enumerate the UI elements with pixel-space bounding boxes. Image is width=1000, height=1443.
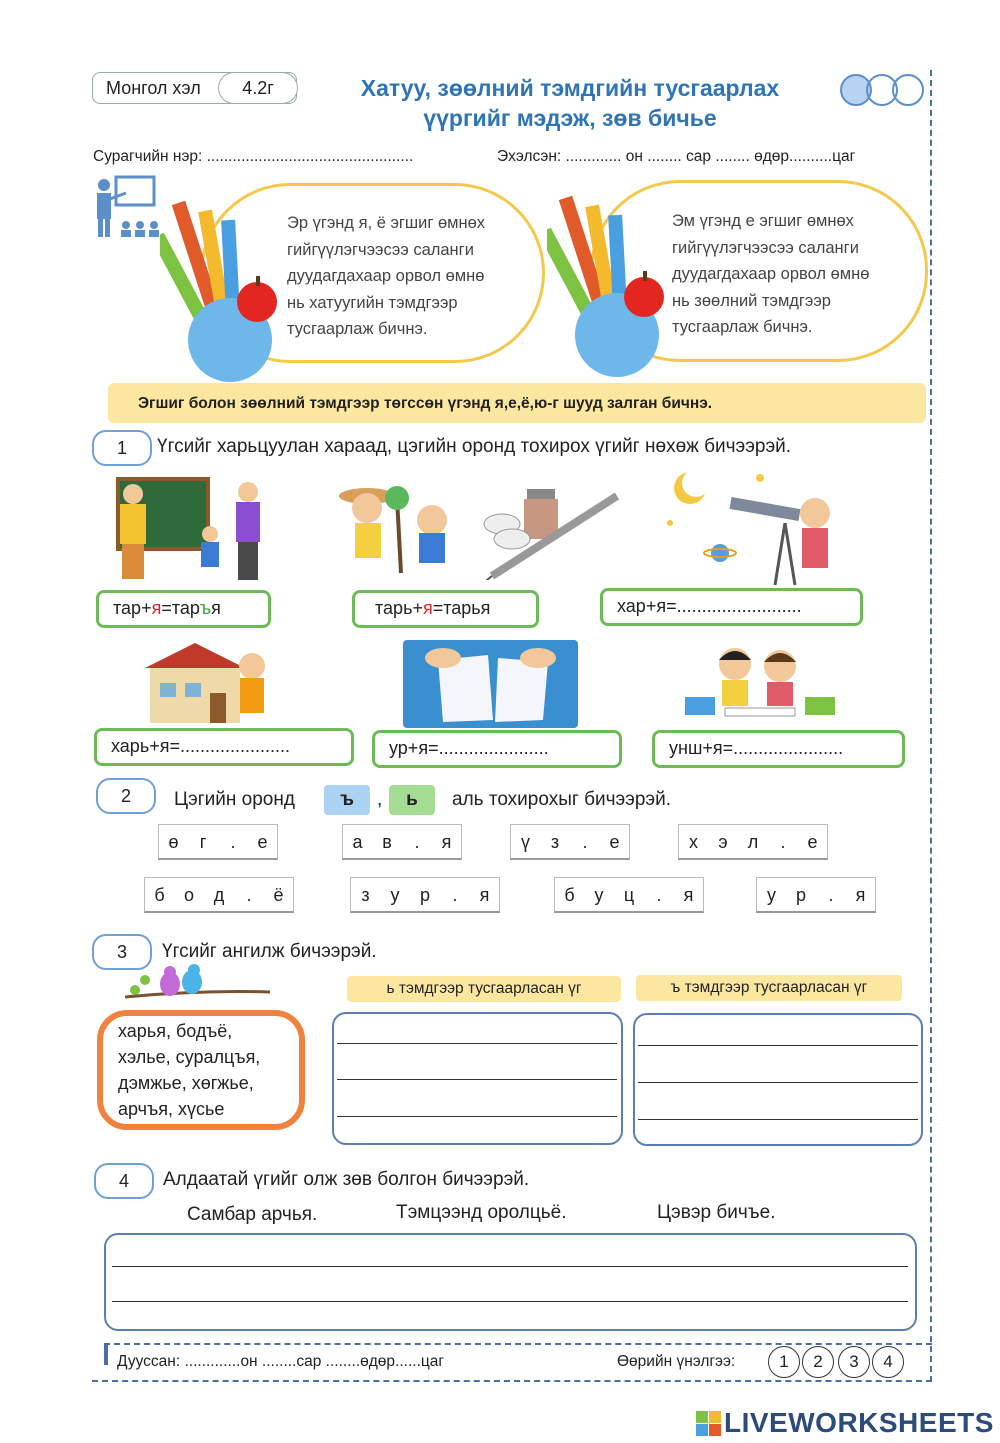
example-1-sign: ъ <box>199 598 212 618</box>
answer-line <box>337 1043 617 1044</box>
kids-planting-picture <box>337 478 467 578</box>
rule-right-line: Эм үгэнд е эгшиг өмнөх <box>672 212 854 230</box>
word-puzzle-row1-1 <box>158 824 278 860</box>
question-4-text: Алдаатай үгийг олж зөв болгон бичээрэй. <box>163 1169 530 1190</box>
rule-left-line: гийгүүлэгчээсээ саланги <box>287 240 474 259</box>
telescope-girl-picture <box>660 463 840 588</box>
rule-right-line: нь зөөлний тэмдгээр <box>672 291 831 310</box>
rule-banner-text: Эгшиг болон зөөлний тэмдгээр төгссөн үгэнд я,е,ё,ю-г шууд залган бичнэ. <box>138 395 713 412</box>
letter-cell: у <box>584 877 614 913</box>
word-cells <box>510 824 630 860</box>
decor-circle-3 <box>892 74 924 106</box>
letter-cell: х <box>678 824 708 860</box>
finished-time-field[interactable]: Дууссан: .............он ........сар ........өдөр......цаг <box>117 1353 445 1370</box>
example-2-box <box>352 590 539 628</box>
letter-cell: е <box>248 824 278 860</box>
letter-cell: у <box>756 877 786 913</box>
word-bank <box>118 1018 260 1122</box>
rule-banner <box>108 383 926 423</box>
letter-cell: е <box>600 824 630 860</box>
birds-branch-icon <box>120 962 275 1010</box>
letter-cell: ө <box>158 824 188 860</box>
question-2-number: 2 <box>96 778 156 814</box>
answer-line <box>112 1266 908 1267</box>
rule-left-text <box>287 210 485 343</box>
word-bank-line: харья, бодъё, <box>118 1021 233 1041</box>
example-2-part: =тарья <box>432 598 491 618</box>
hard-sign-category-label: ъ тэмдгээр тусгаарласан үг <box>636 975 902 1001</box>
correction-answer-box[interactable] <box>104 1233 917 1331</box>
hard-sign-answer-box[interactable] <box>633 1013 923 1146</box>
soft-sign-category-label: ь тэмдгээр тусгаарласан үг <box>347 976 621 1002</box>
footer-bracket <box>104 1343 108 1365</box>
word-puzzle-row1-2 <box>342 824 462 860</box>
word-bank-line: дэмжье, хөгжье, <box>118 1073 254 1093</box>
word-puzzle-row1-4 <box>678 824 828 860</box>
question-3-text: Үгсийг ангилж бичээрэй. <box>162 941 377 962</box>
missing-sign-slot[interactable]: . <box>816 877 846 913</box>
letter-cell: я <box>674 877 704 913</box>
answer-line <box>112 1301 908 1302</box>
letter-cell: в <box>372 824 402 860</box>
question-2-comma: , <box>377 789 383 810</box>
answer-line <box>638 1082 918 1083</box>
letter-cell: е <box>798 824 828 860</box>
house-girl-picture <box>140 638 270 726</box>
self-evaluation-label: Өөрийн үнэлгээ: <box>617 1353 736 1370</box>
example-1-part: тар+ <box>113 598 152 618</box>
answer-field-ur-ya[interactable]: ур+я=...................... <box>372 730 622 768</box>
question-2-text-a: Цэгийн оронд <box>174 789 295 810</box>
hard-sign-tag: ъ <box>324 785 370 815</box>
word-puzzle-row2-2 <box>350 877 500 913</box>
letter-cell: я <box>470 877 500 913</box>
word-cells <box>756 877 876 913</box>
missing-sign-slot[interactable]: . <box>218 824 248 860</box>
sentence-2: Тэмцээнд оролцьё. <box>396 1202 567 1223</box>
letter-cell: з <box>540 824 570 860</box>
letter-cell: ц <box>614 877 644 913</box>
word-puzzle-row1-3 <box>510 824 630 860</box>
word-bank-line: арчъя, хүсье <box>118 1099 225 1119</box>
tearing-paper-picture <box>403 640 578 728</box>
letter-cell: з <box>350 877 380 913</box>
rule-right-text <box>672 208 869 341</box>
word-cells <box>350 877 500 913</box>
title-line-1: Хатуу, зөөлний тэмдгийн тусгаарлах <box>360 75 780 101</box>
teacher-icon <box>94 175 166 239</box>
self-score-4[interactable]: 4 <box>872 1346 904 1378</box>
footer-divider <box>104 1343 932 1345</box>
word-cells <box>554 877 704 913</box>
question-1-text: Үгсийг харьцуулан хараад, цэгийн оронд тохирох үгийг нөхөж бичээрэй. <box>157 436 792 457</box>
answer-line <box>638 1045 918 1046</box>
pencils-globe-illustration <box>547 185 677 385</box>
liveworksheets-logo-icon <box>696 1411 722 1437</box>
start-time-field[interactable]: Эхэлсэн: ............. он ........ сар ........ өдөр..........цаг <box>497 148 856 165</box>
medicine-syringe-picture <box>482 484 627 580</box>
rule-left-line: тусгаарлаж бичнэ. <box>287 320 428 338</box>
question-2-text-b: аль тохирохыг бичээрэй. <box>452 789 672 810</box>
question-1-number: 1 <box>92 430 152 466</box>
missing-sign-slot[interactable]: . <box>570 824 600 860</box>
letter-cell: б <box>144 877 174 913</box>
answer-field-khar-ya-soft[interactable]: харь+я=...................... <box>94 728 354 766</box>
word-cells <box>144 877 294 913</box>
letter-cell: о <box>174 877 204 913</box>
question-3-number: 3 <box>92 934 152 970</box>
word-puzzle-row2-3 <box>554 877 704 913</box>
subject-label: Монгол хэл <box>106 78 201 98</box>
missing-sign-slot[interactable]: . <box>234 877 264 913</box>
letter-cell: р <box>786 877 816 913</box>
letter-cell: ү <box>510 824 540 860</box>
kids-reading-picture <box>680 642 840 722</box>
word-puzzle-row2-1 <box>144 877 294 913</box>
word-cells <box>342 824 462 860</box>
letter-cell: д <box>204 877 234 913</box>
page-title <box>305 73 835 133</box>
letter-cell: г <box>188 824 218 860</box>
letter-cell: ё <box>264 877 294 913</box>
example-1-box <box>96 590 271 628</box>
letter-cell: р <box>410 877 440 913</box>
letter-cell: я <box>432 824 462 860</box>
missing-sign-slot[interactable]: . <box>768 824 798 860</box>
rule-left-line: дуудагдахаар орвол өмнө <box>287 267 485 285</box>
answer-field-unsh-ya[interactable]: унш+я=...................... <box>652 730 905 768</box>
self-score-3[interactable]: 3 <box>838 1346 870 1378</box>
self-score-1[interactable]: 1 <box>768 1346 800 1378</box>
liveworksheets-brand: LIVEWORKSHEETS <box>724 1407 994 1438</box>
sentence-3: Цэвэр бичъе. <box>657 1202 776 1223</box>
missing-sign-slot[interactable]: . <box>402 824 432 860</box>
letter-cell: а <box>342 824 372 860</box>
word-cells <box>158 824 278 860</box>
rule-right-line: дуудагдахаар орвол өмнө <box>672 265 870 283</box>
answer-field-khar-ya[interactable]: хар+я=......................... <box>600 588 863 626</box>
sentence-1: Самбар арчья. <box>187 1204 318 1225</box>
missing-sign-slot[interactable]: . <box>644 877 674 913</box>
answer-line <box>337 1079 617 1080</box>
example-2-part: тарь+ <box>375 598 423 618</box>
rule-right-line: тусгаарлаж бичнэ. <box>672 318 813 336</box>
letter-cell: я <box>846 877 876 913</box>
title-line-2: үүргийг мэдэж, зөв бичье <box>423 105 717 131</box>
word-puzzle-row2-4 <box>756 877 876 913</box>
letter-cell: б <box>554 877 584 913</box>
answer-line <box>638 1119 918 1120</box>
pencils-globe-illustration <box>160 190 290 390</box>
classroom-picture <box>108 474 276 584</box>
letter-cell: у <box>380 877 410 913</box>
lesson-code: 4.2г <box>218 72 298 104</box>
rule-left-line: Эр үгэнд я, ё эгшиг өмнөх <box>287 214 486 232</box>
answer-line <box>337 1116 617 1117</box>
word-cells <box>678 824 828 860</box>
rule-right-line: гийгүүлэгчээсээ саланги <box>672 238 859 257</box>
rule-left-line: нь хатуугийн тэмдгээр <box>287 293 458 312</box>
letter-cell: л <box>738 824 768 860</box>
missing-sign-slot[interactable]: . <box>440 877 470 913</box>
example-1-part: я <box>211 598 221 618</box>
student-name-field[interactable]: Сурагчийн нэр: ................................................ <box>93 148 414 165</box>
soft-sign-tag: ь <box>389 785 435 815</box>
letter-cell: э <box>708 824 738 860</box>
example-2-vowel: я <box>422 598 433 618</box>
example-1-vowel: я <box>151 598 162 618</box>
example-1-part: =тар <box>161 598 200 618</box>
self-score-2[interactable]: 2 <box>802 1346 834 1378</box>
word-bank-line: хэлье, суралцъя, <box>118 1047 261 1067</box>
question-4-number: 4 <box>94 1163 154 1199</box>
